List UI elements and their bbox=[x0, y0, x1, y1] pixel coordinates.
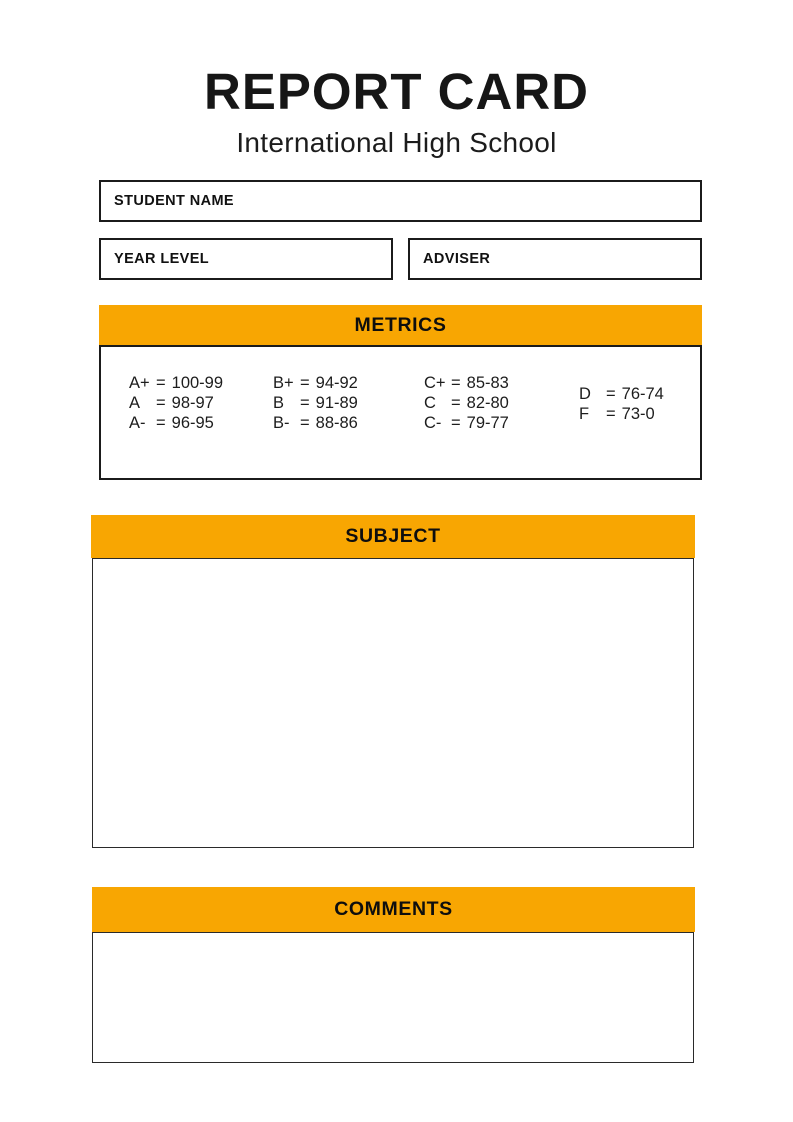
equals-sign: = bbox=[451, 374, 461, 392]
grade-label: C+ bbox=[424, 374, 446, 392]
grade-label: C bbox=[424, 394, 436, 412]
grade-scale-row bbox=[273, 373, 424, 393]
equals-sign: = bbox=[300, 414, 310, 432]
grade-label: B+ bbox=[273, 374, 294, 392]
metrics-grading-scale-box bbox=[99, 345, 702, 480]
grade-range: 88-86 bbox=[315, 414, 358, 432]
equals-sign: = bbox=[451, 394, 461, 412]
grade-range: 96-95 bbox=[171, 414, 214, 432]
grade-label: C- bbox=[424, 414, 442, 432]
equals-sign: = bbox=[606, 405, 616, 423]
grade-scale-row bbox=[579, 384, 700, 404]
year-level-label: YEAR LEVEL bbox=[114, 251, 210, 267]
comments-header-label: COMMENTS bbox=[334, 898, 453, 920]
grade-range: 79-77 bbox=[466, 414, 509, 432]
grade-range: 85-83 bbox=[466, 374, 509, 392]
student-name-field[interactable] bbox=[99, 180, 702, 222]
grade-label: B- bbox=[273, 414, 290, 432]
equals-sign: = bbox=[156, 414, 166, 432]
grade-label: D bbox=[579, 385, 591, 403]
metrics-section-header bbox=[99, 305, 702, 345]
school-name: International High School bbox=[236, 127, 557, 158]
adviser-field[interactable] bbox=[408, 238, 702, 280]
comments-section-header bbox=[92, 887, 695, 932]
grade-label: B bbox=[273, 394, 285, 412]
grade-column-df bbox=[579, 384, 700, 433]
equals-sign: = bbox=[156, 394, 166, 412]
grade-scale-row bbox=[424, 393, 579, 413]
adviser-label: ADVISER bbox=[423, 251, 491, 267]
grade-scale-row bbox=[129, 393, 273, 413]
grade-scale-row bbox=[129, 413, 273, 433]
grade-label: A+ bbox=[129, 374, 150, 392]
equals-sign: = bbox=[300, 394, 310, 412]
grade-label: F bbox=[579, 405, 590, 423]
metrics-header-label: METRICS bbox=[354, 313, 447, 336]
grade-range: 91-89 bbox=[315, 394, 358, 412]
grade-scale-row bbox=[273, 393, 424, 413]
comments-entry-area[interactable] bbox=[92, 932, 694, 1063]
equals-sign: = bbox=[451, 414, 461, 432]
equals-sign: = bbox=[606, 385, 616, 403]
year-level-field[interactable] bbox=[99, 238, 393, 280]
student-name-label: STUDENT NAME bbox=[114, 193, 234, 209]
grade-label: A- bbox=[129, 414, 146, 432]
grade-column-c bbox=[424, 373, 579, 433]
grade-range: 76-74 bbox=[621, 385, 664, 403]
equals-sign: = bbox=[156, 374, 166, 392]
grade-column-a bbox=[129, 373, 273, 433]
grade-scale-row bbox=[579, 404, 700, 424]
subject-header-label: SUBJECT bbox=[345, 525, 441, 547]
grade-range: 73-0 bbox=[621, 405, 655, 423]
grade-range: 98-97 bbox=[171, 394, 214, 412]
grade-scale-row bbox=[424, 413, 579, 433]
grade-range: 94-92 bbox=[315, 374, 358, 392]
subject-entries-area[interactable] bbox=[92, 558, 694, 848]
grading-scale-grid bbox=[101, 347, 700, 433]
grade-scale-row bbox=[273, 413, 424, 433]
report-title: REPORT CARD bbox=[203, 63, 589, 120]
grade-label: A bbox=[129, 394, 141, 412]
grade-column-b bbox=[273, 373, 424, 433]
equals-sign: = bbox=[300, 374, 310, 392]
grade-scale-row bbox=[129, 373, 273, 393]
subject-section-header bbox=[91, 515, 695, 558]
grade-scale-row bbox=[424, 373, 579, 393]
grade-range: 82-80 bbox=[466, 394, 509, 412]
grade-range: 100-99 bbox=[171, 374, 224, 392]
